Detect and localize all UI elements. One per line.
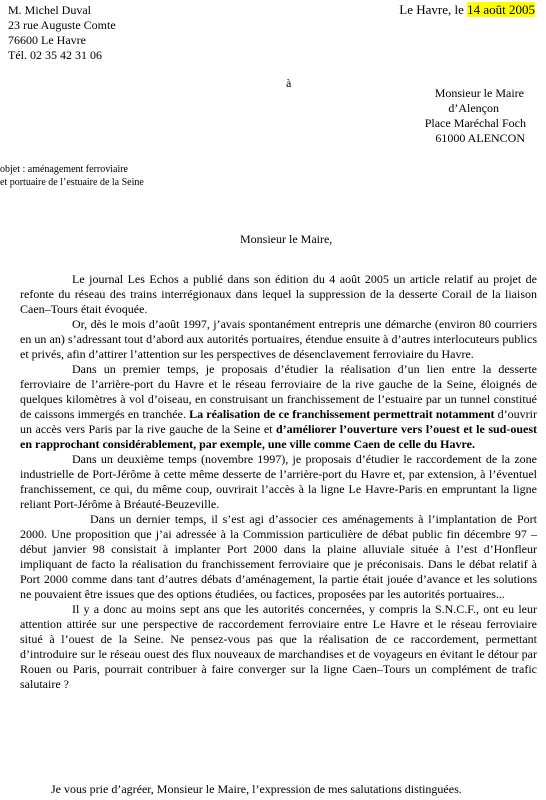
recipient-city: 61000 ALENCON: [435, 131, 525, 145]
closing: Je vous prie d’agréer, Monsieur le Maire, l’expression de mes salutations distinguées.: [51, 782, 462, 796]
paragraph-6: Il y a donc au moins sept ans que les autorités concernées, y compris la S.N.C.F., ont eu leur attention attirée sur une perspective de raccordement ferroviaire entre Le Havre et le réseau ferroviaire situé à l’ouest de la Seine. Ne pensez-vous pas que la réalisation de ce raccordement, permettant d’introduire sur le réseau ouest des flux nouveaux de marchandises et de voyageurs en évitant le détour par Rouen ou Paris, pourrait contribuer à faire converger sur la ligne Caen–Tours un complément de trafic salutaire ?: [20, 602, 537, 691]
paragraph-3-bold-a: La réalisation de ce franchissement permettrait notamment: [189, 407, 495, 421]
highlighted-date: 14 août 2005: [467, 2, 535, 17]
objet-block: [0, 163, 144, 189]
sender-city: 76600 Le Havre: [8, 33, 86, 47]
paragraph-2: Or, dès le mois d’août 1997, j’avais spontanément entrepris une démarche (environ 80 courriers en un an) s’adressant tout d’abord aux autorités portuaires, étendue ensuite à d’autres interlocuteurs publics et privés, afin d’attirer l’attention sur les perspectives de désenclavement ferroviaire du Havre.: [20, 317, 537, 361]
recipient-title: Monsieur le Maire: [434, 86, 524, 100]
a-label: à: [286, 76, 292, 90]
paragraph-3-part-a: Dans un premier temps, je proposais d’étudier la réalisation d’un lien entre la desserte ferroviaire de l’arrière-port du Havre et le réseau ferroviaire de la rive gauche de la Seine, éloignés de quelques kilomètres à vol d’oiseau, en construisant un franchissement de l’estuaire par un tunnel constitué de caissons immergés en tranchée.: [20, 362, 537, 421]
paragraph-3-part-c: d’ouvrir un accès vers Paris par la rive gauche de la Seine et: [20, 407, 537, 436]
place-date-prefix: Le Havre, le: [399, 2, 468, 17]
sender-phone: Tél. 02 35 42 31 06: [8, 48, 102, 62]
paragraph-3-bold-b: d’améliorer l’ouverture vers l’ouest et le sud-ouest en rapprochant considérablement, par exemple, une ville comme Caen de celle du Havre.: [20, 422, 537, 451]
recipient-block: [425, 86, 528, 146]
objet-line-1: objet : aménagement ferroviaire: [0, 164, 128, 175]
sender-name: M. Michel Duval: [8, 3, 91, 17]
recipient-street: Place Maréchal Foch: [424, 116, 526, 130]
paragraph-4: Dans un deuxième temps (novembre 1997), je proposais d’étudier le raccordement de la zone industrielle de Port-Jérôme à cette même desserte de l’arrière-port du Havre et, par extension, à l’éventuel franchissement, ce qui, du même coup, ouvrirait l’accès à la ligne Le Havre-Paris en empruntant la ligne reliant Port-Jérôme à Bréauté-Beuzeville.: [20, 452, 537, 511]
sender-street: 23 rue Auguste Comte: [8, 18, 116, 32]
paragraph-5: Dans un dernier temps, il s’est agi d’associer ces aménagements à l’implantation de Port 2000. Une proposition que j’ai adressée à la Commission particulière de débat public fin décembre 97 – début janvier 98 consistait à implanter Port 2000 dans la plaine alluviale située à l’est d’Honfleur impliquant de facto la réalisation du franchissement ferroviaire que je préconisais. Dans le débat relatif à Port 2000 comme dans tant d’autres débats d’aménagement, la partie était jouée d’avance et les solutions ne pouvaient être issues que des options étudiées, ou factices, proposées par les autorités portuaires...: [20, 512, 537, 601]
objet-line-2: et portuaire de l’estuaire de la Seine: [0, 177, 144, 188]
letter-body: [20, 272, 537, 692]
sender-block: [8, 3, 116, 63]
place-date: [399, 2, 535, 17]
salutation: Monsieur le Maire,: [240, 232, 333, 246]
paragraph-1: Le journal Les Echos a publié dans son édition du 4 août 2005 un article relatif au projet de refonte du réseau des trains interrégionaux dans lequel la suppression de la desserte Corail de la liaison Caen–Tours était évoquée.: [20, 272, 537, 316]
paragraph-3: [20, 362, 537, 452]
recipient-of: d’Alençon: [448, 101, 499, 115]
